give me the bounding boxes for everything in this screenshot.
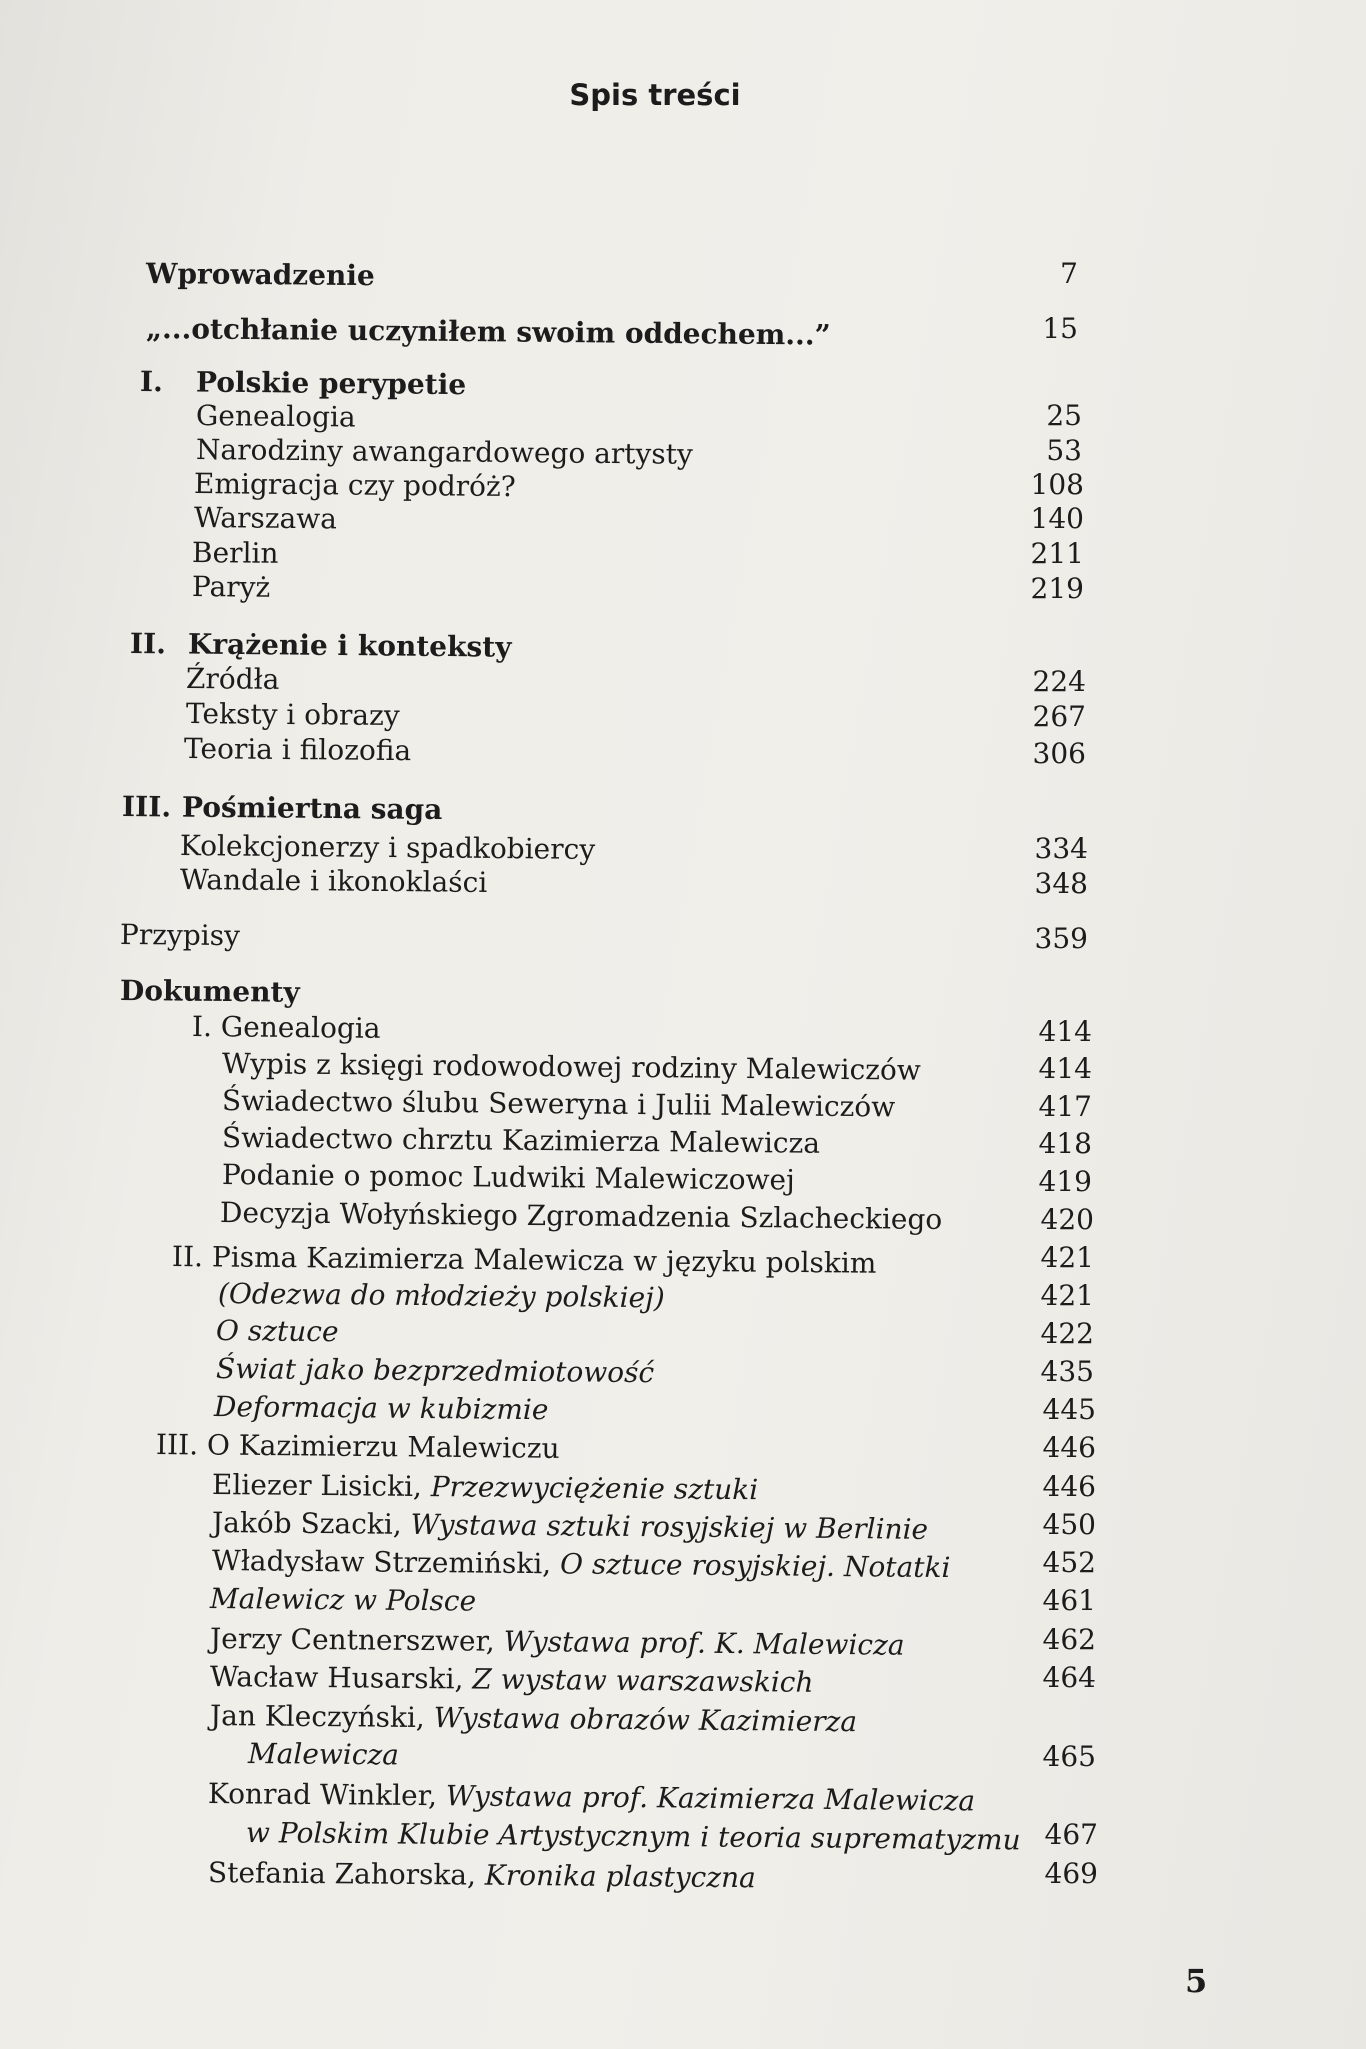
toc-entry: [210, 1622, 905, 1663]
toc-work-title: Wystawa sztuki rosyjskiej w Berlinie: [410, 1507, 929, 1546]
toc-page: 435: [1040, 1355, 1094, 1388]
toc-author: Stefania Zahorska,: [207, 1856, 477, 1892]
toc-author: Konrad Winkler,: [207, 1777, 438, 1813]
toc-entry: [196, 433, 693, 472]
toc-page: 452: [1042, 1546, 1096, 1579]
toc-label: Narodziny awangardowego artysty: [195, 433, 693, 471]
toc-entry: [180, 829, 595, 867]
toc-doc-part-1: [192, 1010, 381, 1046]
toc-entry: [192, 536, 279, 571]
toc-page: 414: [1038, 1015, 1092, 1048]
toc-label: Źródła: [185, 662, 280, 696]
toc-author: Władysław Strzemiński,: [211, 1544, 552, 1581]
toc-label: Pisma Kazimierza Malewicza w języku polskim: [211, 1240, 877, 1280]
toc-entry: [216, 1314, 339, 1349]
toc-label: „...otchłanie uczyniłem swoim oddechem...”: [145, 312, 831, 352]
toc-label: Genealogia: [220, 1010, 381, 1045]
toc-page: 421: [1040, 1279, 1094, 1312]
toc-author: Wacław Husarski,: [209, 1660, 464, 1696]
toc-label: Krążenie i konteksty: [187, 627, 512, 664]
toc-entry: [208, 1777, 975, 1818]
toc-label: Warszawa: [193, 501, 338, 536]
toc-entry: [180, 863, 488, 900]
toc-entry: [186, 697, 400, 733]
toc-work-title-cont: Malewicza: [247, 1737, 400, 1772]
toc-label: Genealogia: [195, 399, 356, 434]
toc-label: Polskie perypetie: [195, 365, 467, 402]
toc-work-title: Kronika plastyczna: [484, 1858, 756, 1895]
toc-page: 464: [1042, 1661, 1096, 1694]
toc-label: (Odezwa do młodzieży polskiej): [217, 1277, 665, 1315]
toc-label: Kolekcjonerzy i spadkobiercy: [179, 829, 596, 866]
toc-label: Świadectwo ślubu Seweryna i Julii Malewiczów: [221, 1084, 896, 1124]
toc-page: 446: [1042, 1470, 1096, 1503]
toc-entry: [196, 399, 356, 435]
toc-label: Świat jako bezprzedmiotowość: [215, 1352, 655, 1390]
toc-label: Dokumenty: [119, 974, 300, 1009]
toc-entry: [222, 1121, 820, 1161]
toc-numeral: I.: [191, 1010, 213, 1044]
toc-entry-continuation: [248, 1737, 399, 1772]
toc-entry-intro: [146, 257, 375, 293]
toc-author: Eliezer Lisicki,: [211, 1468, 423, 1504]
toc-page: 462: [1042, 1623, 1096, 1656]
toc-author: Jan Kleczyński,: [209, 1699, 425, 1735]
toc-label: Wandale i ikonoklaści: [179, 863, 488, 899]
toc-page: 267: [1032, 700, 1086, 733]
toc-label: Wprowadzenie: [145, 257, 375, 293]
toc-page-otchlanie: 15: [1042, 312, 1078, 345]
toc-page: 414: [1038, 1052, 1092, 1085]
toc-label: Paryż: [191, 570, 271, 604]
page-title: Spis treści: [569, 78, 741, 112]
toc-page: 224: [1032, 665, 1086, 698]
toc-entry-continuation: [246, 1816, 1021, 1857]
toc-page-przypisy: 359: [1034, 922, 1088, 955]
toc-page: 211: [1030, 537, 1084, 570]
toc-numeral: III.: [121, 790, 172, 824]
toc-page: 417: [1038, 1090, 1092, 1123]
toc-label: Emigracja czy podróż?: [193, 467, 516, 504]
toc-page: 306: [1032, 737, 1086, 770]
toc-page: 219: [1030, 572, 1084, 605]
toc-entry: [216, 1352, 655, 1390]
toc-doc-part-2: [172, 1240, 877, 1281]
toc-part-3: [122, 790, 443, 827]
toc-entry: [192, 570, 271, 605]
toc-label: Pośmiertna saga: [181, 790, 443, 827]
toc-entry: [222, 1047, 921, 1088]
toc-work-title: Wystawa obrazów Kazimierza: [433, 1701, 858, 1739]
toc-label: O Kazimierzu Malewiczu: [206, 1428, 560, 1465]
toc-label: Berlin: [191, 536, 279, 570]
toc-label: Decyzja Wołyńskiego Zgromadzenia Szlacheckiego: [219, 1196, 943, 1236]
toc-entry: [212, 1544, 951, 1585]
toc-numeral: II.: [129, 627, 167, 661]
toc-work-title: Wystawa prof. Kazimierza Malewicza: [445, 1779, 976, 1818]
toc-page: 445: [1042, 1393, 1096, 1426]
toc-page-intro: 7: [1060, 257, 1078, 290]
toc-entry: [214, 1390, 549, 1427]
toc-entry-otchlanie: [146, 312, 831, 353]
toc-label: Przypisy: [119, 918, 241, 953]
toc-page: 461: [1042, 1584, 1096, 1617]
toc-work-title: Przezwyciężenie sztuki: [430, 1470, 759, 1507]
toc-page: 467: [1044, 1818, 1098, 1851]
toc-work-title: O sztuce rosyjskiej. Notatki: [559, 1547, 951, 1585]
toc-page: 465: [1042, 1740, 1096, 1773]
toc-work-title: Z wystaw warszawskich: [472, 1662, 814, 1699]
toc-entry: [194, 501, 337, 536]
toc-entry: [212, 1468, 759, 1507]
toc-label: Świadectwo chrztu Kazimierza Malewicza: [221, 1121, 821, 1160]
toc-page: 469: [1044, 1857, 1098, 1890]
toc-label: O sztuce: [215, 1314, 339, 1349]
toc-entry: [218, 1277, 665, 1315]
toc-page: 446: [1042, 1431, 1096, 1464]
toc-entry-przypisy: [120, 918, 240, 953]
toc-numeral: III.: [155, 1428, 199, 1462]
toc-doc-part-3: [156, 1428, 560, 1466]
toc-entry: [210, 1660, 814, 1700]
toc-work-title: Wystawa prof. K. Malewicza: [503, 1624, 905, 1662]
toc-label: Teksty i obrazy: [185, 697, 400, 733]
toc-numeral: I.: [139, 365, 164, 399]
toc-label: Teoria i filozofia: [183, 732, 412, 768]
toc-entry: [222, 1084, 896, 1124]
toc-page: 53: [1046, 434, 1082, 467]
toc-entry: [194, 467, 516, 504]
toc-entry: [212, 1506, 928, 1547]
toc-page: 450: [1042, 1508, 1096, 1541]
toc-section-dokumenty: [120, 974, 300, 1010]
toc-entry: [208, 1856, 756, 1895]
toc-page: 25: [1046, 399, 1082, 432]
page-number: 5: [1185, 1962, 1208, 2000]
toc-numeral: II.: [171, 1240, 204, 1274]
toc-label: Podanie o pomoc Ludwiki Malewiczowej: [221, 1158, 795, 1197]
toc-page: 421: [1040, 1241, 1094, 1274]
toc-work-title: Malewicz w Polsce: [209, 1582, 477, 1618]
toc-work-title-cont: w Polskim Klubie Artystycznym i teoria suprematyzmu: [245, 1816, 1021, 1857]
toc-page: 418: [1038, 1127, 1092, 1160]
toc-label: Deformacja w kubizmie: [213, 1390, 549, 1427]
toc-part-2: [130, 627, 512, 665]
toc-entry: [184, 732, 412, 768]
toc-page: 422: [1040, 1317, 1094, 1350]
toc-entry: [210, 1582, 476, 1619]
toc-page: 348: [1034, 867, 1088, 900]
toc-entry: [220, 1196, 943, 1237]
toc-page: 140: [1030, 502, 1084, 535]
toc-entry: [222, 1158, 795, 1197]
toc-part-1: [140, 365, 466, 402]
toc-label: Wypis z księgi rodowodowej rodziny Malewiczów: [221, 1047, 922, 1087]
toc-entry: [186, 662, 280, 697]
toc-author: Jakób Szacki,: [211, 1506, 402, 1541]
toc-page: 108: [1030, 468, 1084, 501]
toc-page: 419: [1038, 1165, 1092, 1198]
toc-entry: [210, 1699, 857, 1739]
toc-author: Jerzy Centnerszwer,: [209, 1622, 495, 1658]
toc-page: 334: [1034, 832, 1088, 865]
toc-page: 420: [1040, 1203, 1094, 1236]
